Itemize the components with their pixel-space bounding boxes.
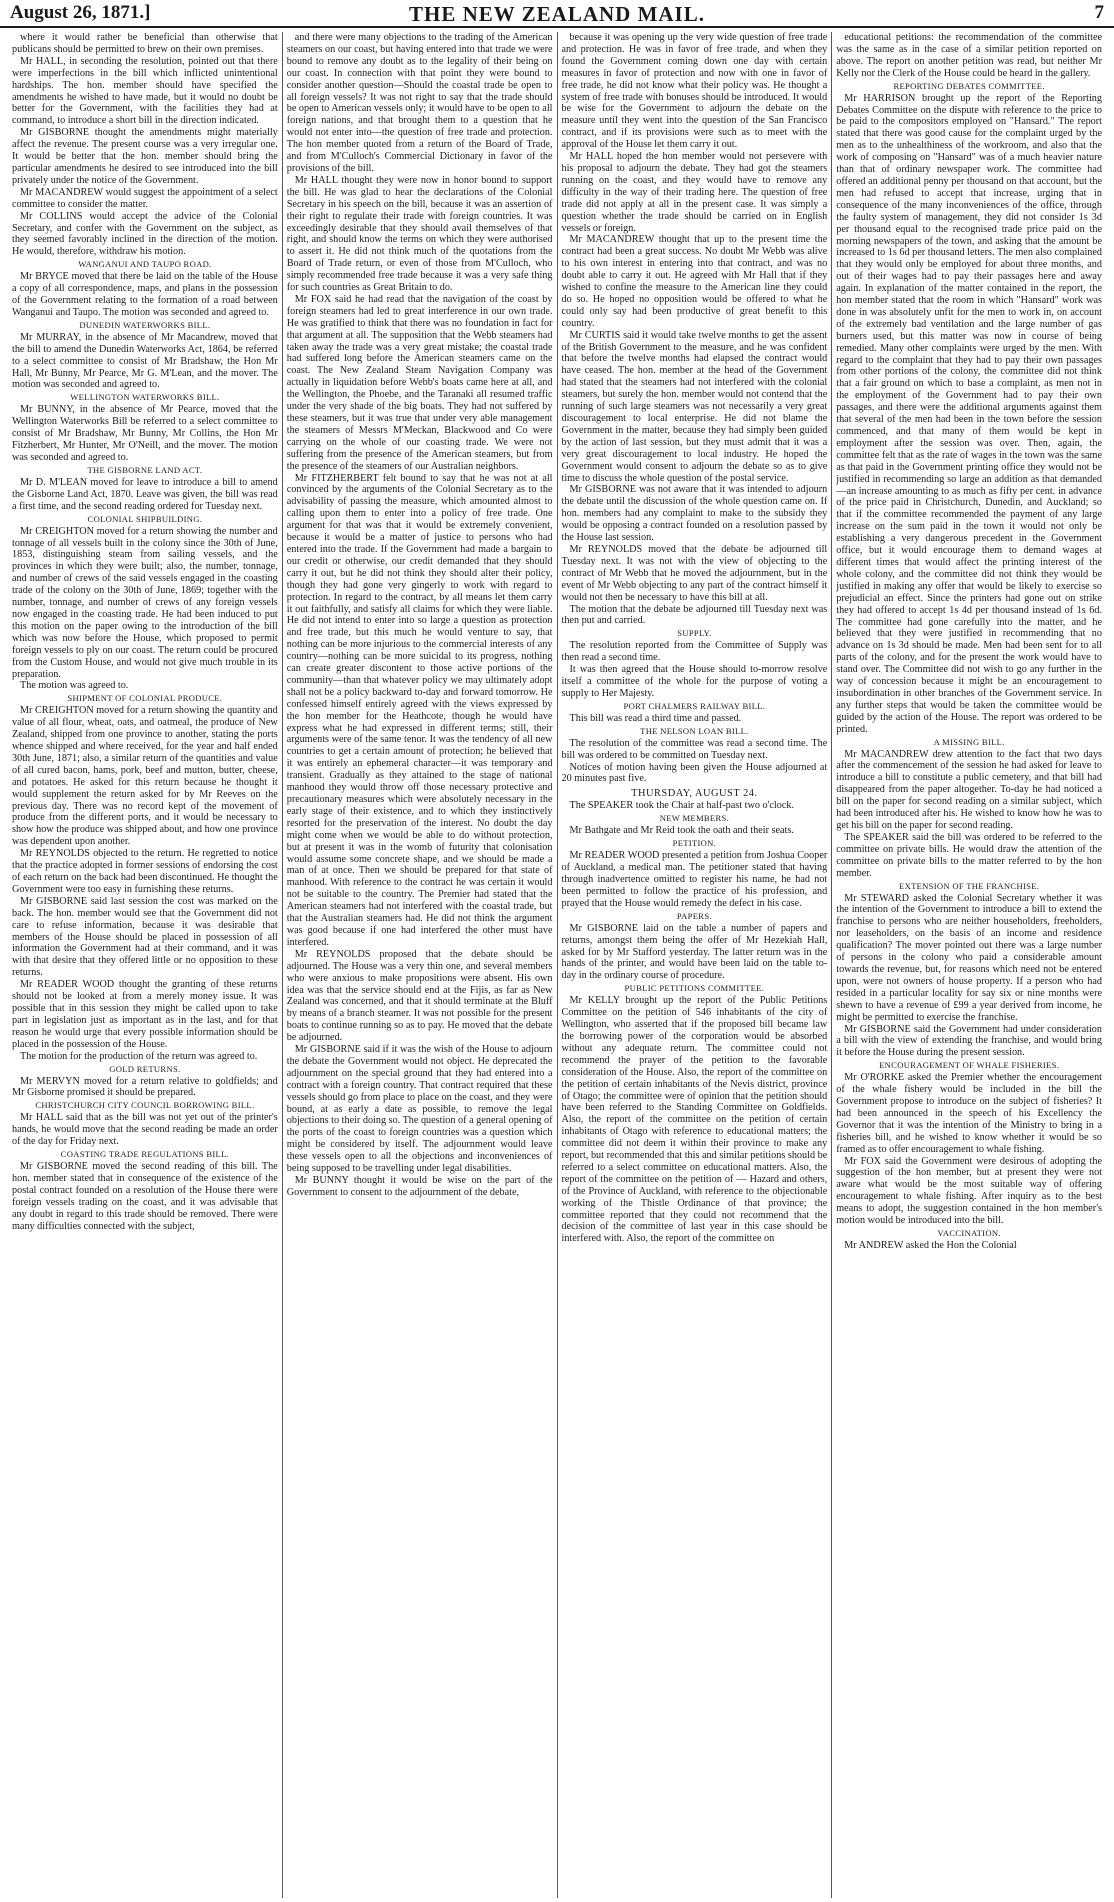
paragraph: Mr KELLY brought up the report of the Public Petitions Committee on the petition of 546 inhabitants of the city of Wellington, who asserted that if the proposed bill became law the borrowing power of the corporation would be absorbed without any adequate return. The committee could not recommend the prayer of the petition to the favorable consideration of the House. Also, the report of the committee on the petition of certain inhabitants of the Nevis district, province of Otago; the committee were of opinion that the petition should have been referred to the Standing Committee on Goldfields. Also, the report of the committee on the petition of certain inhabitants of Otago with reference to educational matters; the committee did not deem it within their province to make any report, but recommended that this and similar petitions should be referred to a select committee on educational matters. Also, the report of the committee on the petition of — Hazard and others, of the Province of Auckland, with reference to the objectionable working of the Thistle Ordinance of that province; the committee reported that they could not recommend that the decision of the committee of last year in this case should be interfered with. Also, the report of the committee on <box>561 995 828 1245</box>
paragraph: Mr REYNOLDS objected to the return. He regretted to notice that the practice adopted in former sessions of endorsing the cost of each return on the back had been discontinued. He thought the Government were too easy in furnishing these returns. <box>12 848 278 895</box>
paragraph: Mr ANDREW asked the Hon the Colonial <box>844 1240 1017 1251</box>
section-heading: SUPPLY. <box>677 628 712 639</box>
paragraph: The resolution reported from the Committee of Supply was then read a second time. <box>561 640 828 664</box>
paragraph: Notices of motion having been given the House adjourned at 20 minutes past five. <box>561 761 828 785</box>
section-heading: NEW MEMBERS. <box>659 813 730 824</box>
section-heading: GOLD RETURNS. <box>109 1063 181 1074</box>
paragraph: Mr BRYCE moved that there be laid on the table of the House a copy of all correspondence, maps, and plans in the possession of the Government relating to the formation of a road between Wanganui and Taupo. The motion was seconded and agreed to. <box>12 271 278 318</box>
section-heading: PORT CHALMERS RAILWAY BILL. <box>623 700 766 711</box>
paragraph: Mr MACANDREW would suggest the appointment of a select committee to consider the matter. <box>12 186 278 210</box>
paragraph: Mr CREIGHTON moved for a return showing the quantity and value of all flour, wheat, oats, and oatmeal, the produce of New Zealand, shipped from one province to another, stating the ports whence shipped and where received, for the year and half ended 30th June, 1871; also, a similar return of the quantities and value of all cured bacon, hams, pork, beef and mutton, butter, cheese, and potatoes. He asked for this return because he thought it would supplement the return asked for by Mr Reeves on the previous day. There was no record kept of the movement of produce from the different ports, and it would be necessary to show how the produce was shipped about, and how one province was dependent upon another. <box>12 705 278 848</box>
paragraph: Mr BUNNY thought it would be wise on the part of the Government to consent to the adjournment of the debate, <box>286 1175 553 1198</box>
section-heading: EXTENSION OF THE FRANCHISE. <box>899 880 1040 891</box>
section-heading: THURSDAY, AUGUST 24. <box>631 788 758 800</box>
paragraph: Mr GISBORNE thought the amendments might materially affect the revenue. The present course was a very irregular one. It would be better that the hon. member should bring the particular amendments he desired to see introduced into the bill privately under the notice of the Government. <box>12 127 278 186</box>
paragraph: The motion was agreed to. <box>20 680 129 692</box>
paragraph: Mr COLLINS would accept the advice of the Colonial Secretary, and confer with the Government on the subject, as they seemed favorably inclined in the direction of the motion. He would, therefore, withdraw his motion. <box>12 210 278 258</box>
paragraph: Mr Bathgate and Mr Reid took the oath and their seats. <box>569 825 794 837</box>
paragraph: Mr STEWARD asked the Colonial Secretary whether it was the intention of the Government to introduce a bill to extend the franchise to persons who are neither householders, freeholders, nor leaseholders, on the basis of an income and residence qualification? The mover pointed out there was a large number of persons in the colony who paid a considerable amount towards the revenue, but, for reasons which need not be entered upon, were not owners of house property. If a person who had resided in a particular locality for say six or nine months were shewn to have a revenue of £99 a year derived from income, he might be permitted to exercise the franchise. <box>836 892 1102 1023</box>
paragraph: Mr HALL thought they were now in honor bound to support the bill. He was glad to hear the declarations of the Colonial Secretary in his speech on the bill, because it was an assertion of their right to regulate their trade with foreign countries. It was exceedingly desirable that they should avail themselves of that right, and should know the terms on which they were authorised to assert it. He did not think much of the quotations from the Board of Trade return, or even of those from M'Culloch, who simply recommended free trade because it was a very safe thing for such countries as Great Britain to do. <box>286 174 553 294</box>
paragraph: Mr GISBORNE was not aware that it was intended to adjourn the debate until the discussion of the whole question came on. If hon. members had any complaint to make to the subsidy they would be opposing a contract founded on a resolution passed by the House last session. <box>561 484 828 544</box>
section-heading: DUNEDIN WATERWORKS BILL. <box>79 319 211 330</box>
paragraph: Mr GISBORNE said last session the cost was marked on the back. The hon. member would see that the Government did not care to refuse information, because it was desirable that members of the House should be placed in possession of all information the Government had at their command, and it was with that desire that they offered little or no opposition to these returns. <box>12 895 278 979</box>
issue-date: August 26, 1871.] <box>10 2 151 23</box>
paragraph: This bill was read a third time and passed. <box>569 712 742 724</box>
paragraph: Mr O'RORKE asked the Premier whether the encouragement of the whale fishery would be included in the bill the Government propose to introduce on the subject of fisheries? It had been announced in the speech of his Excellency the Governor that it was the intention of the Ministry to bring in a fisheries bill, and he wished to know whether it would be so framed as to offer encouragement to whale fishing. <box>836 1072 1102 1155</box>
paragraph: Mr MERVYN moved for a return relative to goldfields; and Mr Gisborne promised it should be prepared. <box>12 1075 278 1099</box>
page-number: 7 <box>1094 2 1104 23</box>
paragraph: Mr GISBORNE said the Government had under consideration a bill with the view of extending the franchise, and would bring it before the House during the present session. <box>836 1023 1102 1059</box>
paragraph: The SPEAKER said the bill was ordered to be referred to the committee on private bills. He would draw the attention of the committee on private bills to the matter referred to by the hon member. <box>836 831 1102 879</box>
section-heading: PETITION. <box>672 838 717 849</box>
section-heading: ENCOURAGEMENT OF WHALE FISHERIES. <box>879 1060 1060 1071</box>
paragraph: The SPEAKER took the Chair at half-past two o'clock. <box>569 800 795 812</box>
section-heading: THE NELSON LOAN BILL. <box>640 725 749 736</box>
paragraph: Mr GISBORNE laid on the table a number of papers and returns, amongst them being the offer of Mr Hezekiah Hall, asked for by Mr Stafford yesterday. The latter return was in the hands of the printer, and would have been laid on the table to-day in the ordinary course of procedure. <box>561 922 828 982</box>
section-heading: PAPERS. <box>676 910 712 921</box>
column-1 <box>8 32 283 1898</box>
section-heading: SHIPMENT OF COLONIAL PRODUCE. <box>67 693 223 704</box>
paragraph: Mr HALL, in seconding the resolution, pointed out that there were imperfections in the bill which inflicted unintentional hardships. The hon. member should have specified the amendments he wished to have made, but it would no doubt be better for the Government, with the facilities they had at command, to introduce a short bill in the direction indicated. <box>12 55 278 127</box>
paragraph: Mr FOX said he had read that the navigation of the coast by foreign steamers had led to great interference in our own trade. He was gratified to think that there was no foundation in fact for that argument at all. The supposition that the Webb steamers had taken away the trade was a very great mistake; the coastal trade had suffered long before the American steamers came on the coast. The New Zealand Steam Navigation Company was actually in liquidation before Webb's boats came here at all, and the Wellington, the Phoebe, and the Taranaki all resumed traffic under the very shade of the big boats. They had not suffered by these steamers, but it was true that under very able management the steamers of Messrs M'Meckan, Blackwood and Co were carrying on the whole of our coasting trade. We were not suffering from the presence of the American steamers, but from the presence of the steamers of our Australian neighbors. <box>286 293 553 472</box>
paragraph: Mr READER WOOD presented a petition from Joshua Cooper of Auckland, a medical man. The petitioner stated that having through inadvertence omitted to register his name, he had not been permitted to follow the practice of his profession, and prayed that the House would remedy the defect in his case. <box>561 850 828 909</box>
section-heading: WELLINGTON WATERWORKS BILL. <box>70 392 220 403</box>
paragraph: Mr MACANDREW thought that up to the present time the contract had been a great success. No doubt Mr Webb was alive to his own interest in entering into that contract, and was no doubt able to carry it out. He agreed with Mr Hall that if they wished to confine the measure to the American line they could do so. He hoped no opposition would be offered to what he could only say had been productive of great benefit to this country. <box>561 234 828 329</box>
paragraph: Mr D. M'LEAN moved for leave to introduce a bill to amend the Gisborne Land Act, 1870. Leave was given, the bill was read a first time, and the second reading ordered for Tuesday next. <box>12 476 278 512</box>
column-3 <box>558 32 833 1898</box>
paragraph: Mr BUNNY, in the absence of Mr Pearce, moved that the Wellington Waterworks Bill be referred to a select committee to consist of Mr Bradshaw, Mr Bunny, Mr Collins, the Hon Mr Fitzherbert, Mr Hunter, Mr O'Neill, and the mover. The motion was seconded and agreed to. <box>12 404 278 463</box>
section-heading: VACCINATION. <box>937 1228 1001 1238</box>
paragraph: The resolution of the committee was read a second time. The bill was ordered to be committed on Tuesday next. <box>561 737 828 761</box>
paragraph: Mr HARRISON brought up the report of the Reporting Debates Committee on the dispute with reference to the price to be paid to the compositors employed on "Hansard." The report stated that there was good cause for the complaint urged by the men as to the unhealthiness of the workroom, and also that the work of composing on "Hansard" was of a much heavier nature than that of ordinary newspaper work. The committee had offered an additional penny per thousand on that account, but the men had refused to accept that increase, urging that in consequence of the many inconveniences of the office, through the faulty system of management, they did not consider 1s 3d per thousand equal to the recognised trade price paid on the morning newspapers of the town, and asking that the amount be increased to 1s 6d per thousand letters. The men also complained that they would only be employed for about three months, and out of their wages had to pay their passages here and away again. In explanation of the matter contained in the report, the hon member stated that the room in which "Hansard" work was done in was absolutely unfit for the men to work in, on account of the extremely bad ventilation and the large number of gas burners used, but this matter was now in course of being remedied. Many other complaints were urged by the men. With regard to the complaint that they had to pay their own passages from other portions of the colony, the committee did not think that a fair ground on which to base a complaint, as men not in the employment of the Government had to pay their own passages, and there were the additional arguments against them that several of the men had been in the town before the session commenced, and that many of them would be kept in employment after the session was over. Then, again, the committee felt that as the rate of wages in the town was the same as that paid in the Government printing office they would not be justified in recommending so large an addition as that demanded—an increase amounting to as much as fifty per cent. in advance of the price paid in Christchurch, Dunedin, and Auckland; so that if the committee recommended the payment of any large increase on the sum paid in the town it would not only be establishing a very dangerous precedent in the Government office, but it would encourage them to demand wages at different times that would affect the printing interest of the whole colony, and the committee did not think they would be justified in making any offer that would be likely to exercise so prejudicial an effect. Since the printers had gone out on strike they had offered to accept 1s 4d per thousand instead of 1s 6d. The committee had gone carefully into the matter, and he believed that they were justified in recommending that no advance on 1s 3d should be made. Men had been sent for to all parts of the colony, and for the present the work would have to stand over. The Committee did not wish to go any further in the way of concession because it might be an encouragement to insubordination in other branches of the Government service. In any further steps that would be taken the committee would be guided by the action of the House. The report was ordered to be printed. <box>836 92 1102 735</box>
section-heading: COLONIAL SHIPBUILDING. <box>87 513 203 524</box>
paragraph: Mr MURRAY, in the absence of Mr Macandrew, moved that the bill to amend the Dunedin Waterworks Act, 1864, be referred to a select committee to consist of Mr Bradshaw, the Hon Mr Hall, Mr Bunny, Mr Pearce, Mr G. M'Lean, and the mover. The motion was seconded and agreed to. <box>12 331 278 391</box>
paragraph: Mr FITZHERBERT felt bound to say that he was not at all convinced by the arguments of the Colonial Secretary as to the advisability of passing the measure, which amounted almost to calling upon them to enter into a policy of free trade. One argument for that was that it would be extremely convenient, because it would be a matter of justice to persons who had entered into the trade. If the Government had made a bargain to our credit or otherwise, our credit demanded that they should carry it out, but he did not think they should alter their policy, though they had gone very gingerly to work with regard to protection. In regard to the contract, by all means let them carry it out faithfully, and satisfy all claims for which they were liable. He did not intend to enter into so large a question as protection and free trade, but this much he would venture to say, that nothing can be more injurious to the commercial interests of any country—nothing can be more suicidal to its progress, nothing can create greater discontent to those active portions of the community—than that whatever policy we may ultimately adopt shall not be a policy backward to-day and forward tomorrow. He confessed himself entirely agreed with the views expressed by the hon member for the Heathcote, though he would have express what he had expressed in different terms; still, their arguments were of the same tenor. It was the tendency of all new countries to get a certain amount of protection; he believed that it was entirely an ephemeral character—it was temporary and transient. Gradually as they attained to the stage of national manhood they would throw off those necessary protective and precautionary measures which were absolutely necessary in the early stage of their existence, and to which they instinctively resorted for the preservation of the interest. No doubt the day might come when we would be able to do without protection, but at present it was in the womb of futurity that colonisation would assume some concrete shape, and we should be made a man of at once. Then we should be prepared for that state of manhood. With reference to the contract he was certain it would not be suitable to the country. The Premier had stated that the American steamers had not interfered with the coastal trade, but that the Australian steamers had. He did not think the argument was good because if one had interfered the other must have interfered. <box>286 472 553 948</box>
section-heading: PUBLIC PETITIONS COMMITTEE. <box>624 983 765 994</box>
newspaper-title: THE NEW ZEALAND MAIL. <box>409 2 705 26</box>
section-heading: REPORTING DEBATES COMMITTEE. <box>893 80 1045 91</box>
paragraph: Mr REYNOLDS proposed that the debate should be adjourned. The House was a very thin one, and several members who were anxious to make propositions were absent. His own idea was that the service should end at the Fijis, as far as New Zealand was concerned, and that it should terminate at the Bluff by means of a branch steamer. It was not possible for the present boats to continue running so as to pay. He moved that the debate be adjourned. <box>286 948 553 1044</box>
section-heading: CHRISTCHURCH CITY COUNCIL BORROWING BILL. <box>35 1100 255 1111</box>
paragraph: Mr HALL said that as the bill was not yet out of the printer's hands, he would move that the second reading be made an order of the day for Friday next. <box>12 1112 278 1148</box>
section-heading: A MISSING BILL. <box>933 736 1005 747</box>
section-heading: THE GISBORNE LAND ACT. <box>87 464 203 475</box>
paragraph: Mr GISBORNE said if it was the wish of the House to adjourn the debate the Government would not object. He deprecated the adjournment on the special ground that they had entered into a contract with a foreign country. That contract required that these vessels should go from place to place on the coast, and they were bound, at as early a date as possible, to remove the legal objections to their doing so. The question of a general opening of the ports of the coast to foreign countries was a question which might be considered by itself. The adjournment would leave these vessels open to all the objections and inconveniences of being supposed to be travelling under legal disabilities. <box>286 1044 553 1175</box>
section-heading: WANGANUI AND TAUPO ROAD. <box>78 259 212 270</box>
section-heading: COASTING TRADE REGULATIONS BILL. <box>60 1149 230 1160</box>
paragraph: Mr FOX said the Government were desirous of adopting the suggestion of the hon member, but at present they were not aware what would be the most suitable way of offering encouragement to whale fishing. After inquiry as to the best means to adopt, the suggestion contained in the hon member's motion would be introduced into the bill. <box>836 1155 1102 1227</box>
paragraph: Mr CREIGHTON moved for a return showing the number and tonnage of all vessels built in the colony since the 30th of June, 1853, distinguishing steam from sailing vessels, and the provinces in which they were built; also, the number, tonnage, and number of crews of the said vessels engaged in the coasting trade of the colony on the 30th of June, 1869; together with the number, tonnage, and number of crews of any foreign vessels now engaged in the coasting trade. He had been induced to put this motion on the paper owing to the introduction of the bill which was now before the House, which proposed to permit foreign vessels to ply on our coast. The return could be procured from the Custom House, and would not give much trouble in its preparation. <box>12 525 278 680</box>
paragraph: Mr REYNOLDS moved that the debate be adjourned till Tuesday next. It was not with the view of objecting to the contract of Mr Webb that he moved the adjournment, but in the event of Mr Webb objecting to any part of the contract himself it would not then be necessary to have this bill at all. <box>561 543 828 603</box>
paragraph: Mr MACANDREW drew attention to the fact that two days after the commencement of the session he had asked for leave to introduce a bill to constitute a public cemetery, and that bill had disappeared from the paper altogether. To-day he had noticed a bill on the paper for second reading on a similar subject, which had been introduced after his. He wished to know how he was to get his bill on the paper for second reading. <box>836 748 1102 831</box>
column-2 <box>283 32 558 1898</box>
column-4 <box>832 32 1106 1898</box>
paragraph: Mr GISBORNE moved the second reading of this bill. The hon. member stated that in consequence of the existence of the postal contract founded on a resolution of the House there were foreign vessels trading on the coast, and it was advisable that any doubt in regard to this trade should be removed. There were many difficulties connected with the subject, <box>12 1161 278 1232</box>
paragraph: where it would rather be beneficial than otherwise that publicans should be permitted to brew on their own premises. <box>12 32 278 55</box>
paragraph: Mr READER WOOD thought the granting of these returns should not be looked at from a merely money issue. It was possible that in this session they might be called upon to take part in legislation just as important as in the last, and for that reason he would urge that every possible information should be placed in the possession of the House. <box>12 979 278 1050</box>
paragraph: because it was opening up the very wide question of free trade and protection. He was in favor of free trade, and when they found the Government coming down one day with certain measures in favor of protection and now with one in favor of free trade, he did not know what their policy was. He thought a system of free trade with bonuses should be introduced. It would be wise for the Government to adjourn the debate on the measure until they went into the question of the San Francisco contract, and if its provisions were such as to meet with the approval of the House let them carry it out. <box>561 32 828 151</box>
masthead <box>0 0 1114 28</box>
paragraph: It was then agreed that the House should to-morrow resolve itself a committee of the whole for the purpose of voting a supply to Her Majesty. <box>561 664 828 699</box>
paragraph: and there were many objections to the trading of the American steamers on our coast, but having entered into that trade we were bound to remove any doubt as to the legality of their being on our coast. In connection with that point they were bound to consider another question—Should the coastal trade be open to all foreign vessels? It was not right to say that the trade should be open to American vessels only; it would have to be open to all foreign nations, and that brought them to a question that he would not enter into—the question of free trade and protection. The hon member quoted from a return of the Board of Trade, and from M'Culloch's Commercial Dictionary in favor of the provisions of the bill. <box>286 32 553 174</box>
paragraph: The motion that the debate be adjourned till Tuesday next was then put and carried. <box>561 603 828 627</box>
paragraph: educational petitions: the recommendation of the committee was the same as in the case of a similar petition reported on above. The report on another petition was read, but neither Mr Kelly nor the Clerk of the House could be heard in the gallery. <box>836 32 1102 79</box>
paragraph: Mr HALL hoped the hon member would not persevere with his proposal to adjourn the debate. They had got the steamers running on the coast, and they would have to remove any difficulty in the way of their trading here. The question of free trade did not apply at all in the present case. It was simply a question whether the trade should be carried on in English vessels or foreign. <box>561 151 828 234</box>
paragraph: Mr CURTIS said it would take twelve months to get the assent of the British Government to the measure, and he was confident that before the twelve months had elapsed the contract would have ceased. The hon. member at the head of the Government had stated that the steamers had not interfered with the colonial steamers, but surely the hon. member would not contend that the running of such large steamers was not necessarily a very great discouragement to local enterprise. He did not blame the Government in the matter, because they had simply been guided by the action of last session, but they must admit that it was a very great discouragement to local industry. He hoped the Government would consent to adjourn the debate so as to give time to discuss the whole question of the postal service. <box>561 329 828 484</box>
paragraph: The motion for the production of the return was agreed to. <box>20 1050 258 1062</box>
article-columns <box>8 32 1106 1898</box>
